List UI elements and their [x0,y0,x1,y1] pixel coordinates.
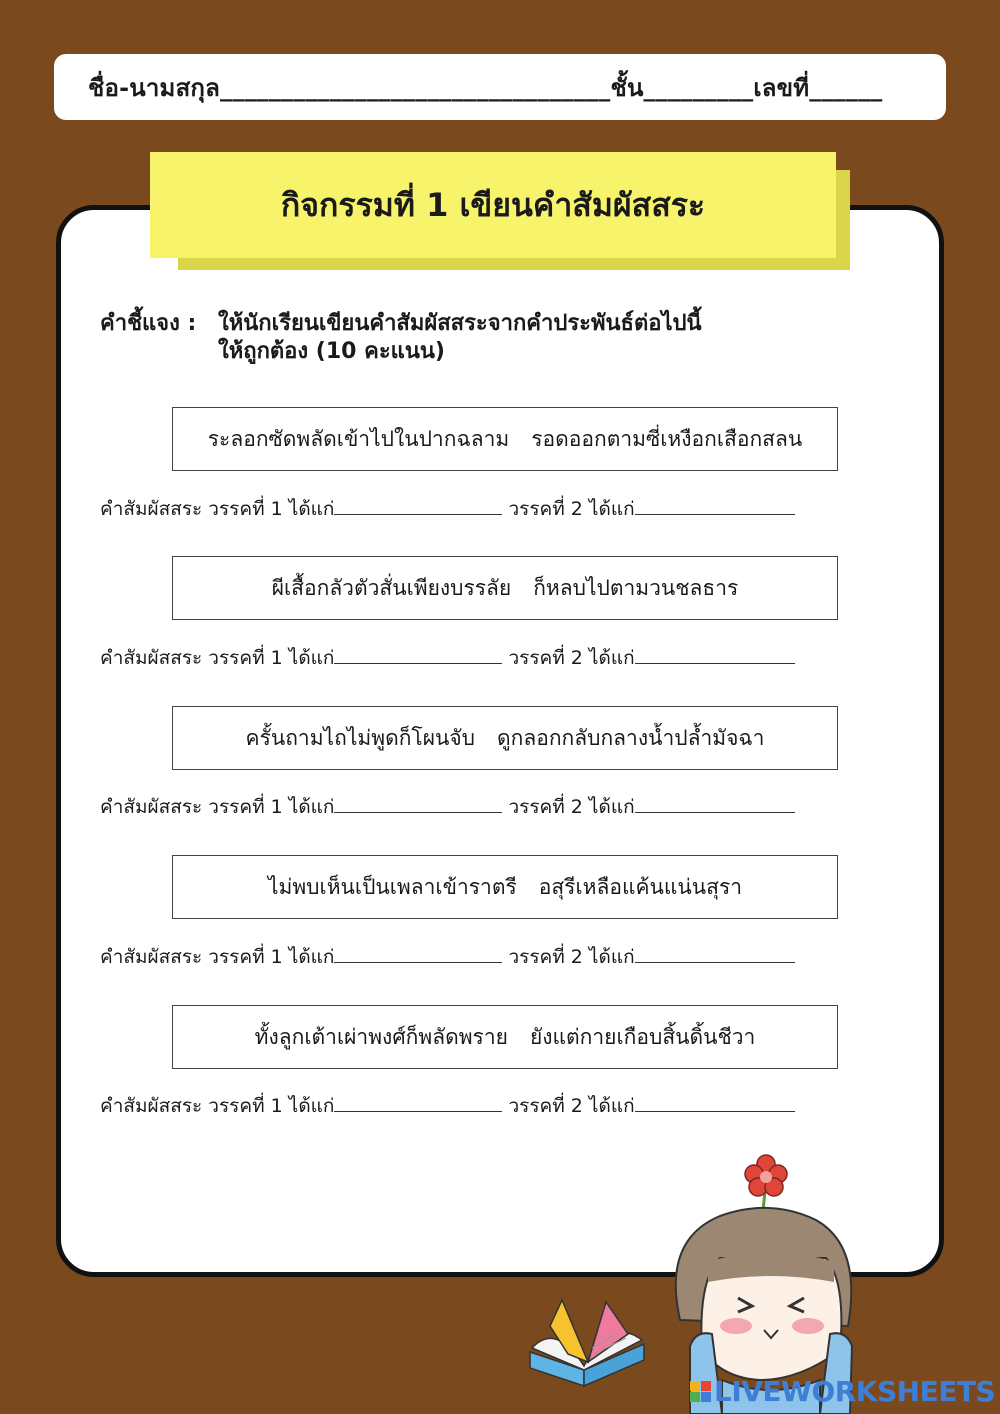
verse-5-part-2: ยังแต่กายเกือบสิ้นดิ้นชีวา [529,1024,756,1049]
answer-5-blank-1[interactable] [334,1110,502,1112]
page-title: กิจกรรมที่ 1 เขียนคำสัมผัสสระ [280,185,706,224]
verse-box-2 [172,556,838,620]
answer-5-label-2: วรรคที่ 2 ได้แก่ [508,1095,635,1117]
verse-box-3 [172,706,838,770]
verse-5-part-1: ทั้งลูกเต้าเผ่าพงศ์ก็พลัดพราย [254,1024,508,1049]
answer-4-blank-1[interactable] [334,961,502,963]
answer-row-5 [100,1091,795,1121]
answer-2-blank-1[interactable] [334,662,502,664]
instructions-line-2: ให้ถูกต้อง (10 คะแนน) [218,339,445,364]
verse-box-5 [172,1005,838,1069]
answer-2-label-2: วรรคที่ 2 ได้แก่ [508,647,635,669]
verse-box-4 [172,855,838,919]
answer-1-blank-1[interactable] [334,513,502,515]
answer-3-blank-2[interactable] [635,811,795,813]
answer-row-4 [100,942,795,972]
liveworksheets-logo [690,1374,995,1408]
open-book-icon [522,1282,652,1392]
instructions-line-1: ให้นักเรียนเขียนคำสัมผัสสระจากคำประพันธ์ต่อไปนี้ [218,311,702,336]
instructions [100,310,702,366]
answer-4-label-2: วรรคที่ 2 ได้แก่ [508,946,635,968]
answer-row-2 [100,643,795,673]
answer-5-blank-2[interactable] [635,1110,795,1112]
answer-4-blank-2[interactable] [635,961,795,963]
answer-4-label-1: คำสัมผัสสระ วรรคที่ 1 ได้แก่ [100,946,335,968]
answer-1-blank-2[interactable] [635,513,795,515]
answer-3-label-1: คำสัมผัสสระ วรรคที่ 1 ได้แก่ [100,796,335,818]
verse-4-part-1: ไม่พบเห็นเป็นเพลาเข้าราตรี [267,874,517,899]
verse-4-part-2: อสุรีเหลือแค้นแน่นสุรา [538,874,743,899]
verse-1-part-1: ระลอกซัดพลัดเข้าไปในปากฉลาม [207,426,510,451]
student-info-fields[interactable]: ชื่อ-นามสกุล________________________________ชั้น_________เลขที่______ [88,73,883,102]
answer-5-label-1: คำสัมผัสสระ วรรคที่ 1 ได้แก่ [100,1095,335,1117]
title-banner [150,152,836,258]
answer-2-blank-2[interactable] [635,662,795,664]
answer-1-label-2: วรรคที่ 2 ได้แก่ [508,498,635,520]
answer-row-3 [100,792,795,822]
logo-text: LIVEWORKSHEETS [714,1374,996,1408]
answer-1-label-1: คำสัมผัสสระ วรรคที่ 1 ได้แก่ [100,498,335,520]
verse-3-part-2: ดูกลอกกลับกลางน้ำปล้ำมัจฉา [497,725,765,750]
verse-2-part-2: ก็หลบไปตามวนชลธาร [533,575,739,600]
instructions-label: คำชี้แจง : [100,311,197,336]
verse-2-part-1: ผีเสื้อกลัวตัวสั่นเพียงบรรลัย [271,575,512,600]
logo-cubes-icon [690,1381,711,1402]
answer-2-label-1: คำสัมผัสสระ วรรคที่ 1 ได้แก่ [100,647,335,669]
verse-box-1 [172,407,838,471]
answer-3-label-2: วรรคที่ 2 ได้แก่ [508,796,635,818]
student-info-bar [54,54,946,120]
answer-3-blank-1[interactable] [334,811,502,813]
verse-3-part-1: ครั้นถามไถไม่พูดก็โผนจับ [245,725,475,750]
answer-row-1 [100,494,795,524]
verse-1-part-2: รอดออกตามซี่เหงือกเสือกสลน [531,426,803,451]
